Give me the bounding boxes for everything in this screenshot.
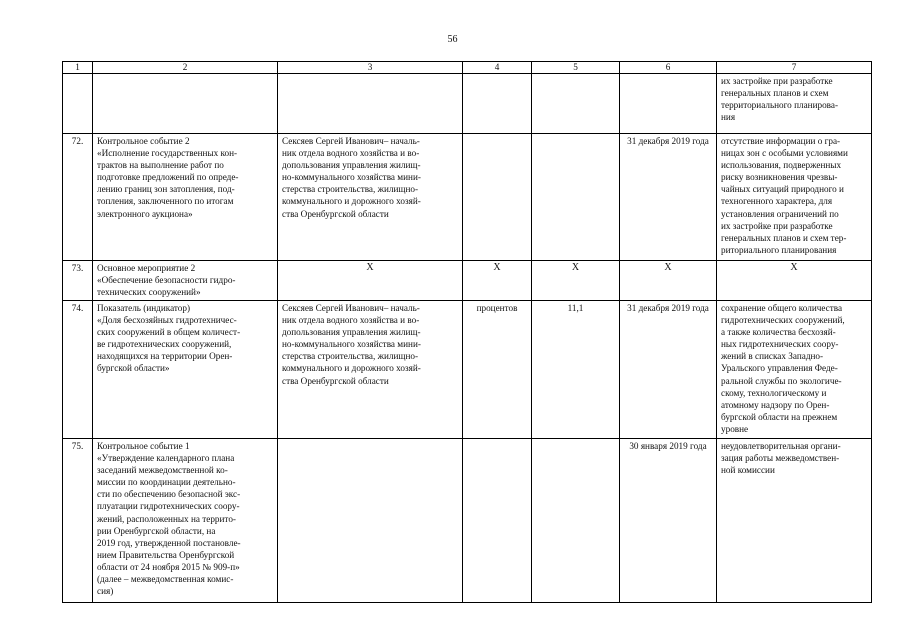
column-header: 1 [63, 62, 93, 74]
unit-cell [463, 74, 532, 134]
column-header: 4 [463, 62, 532, 74]
value-cell [532, 439, 620, 603]
result-cell: неудовлетворительная органи- зация работы межведомствен- ной комиссии [717, 439, 872, 603]
document-table [62, 61, 872, 603]
unit-cell [463, 134, 532, 261]
row-number: 74. [63, 301, 93, 439]
event-name: Контрольное событие 1 «Утверждение календарного плана заседаний межведомственной ко- миссии по координации деятельно- сти по обеспечению безопасной экс- плуатации гидротехнических соору- жений, расположенных на террито- рии Оренбургской области, на 2019 год, утвержденной постановле- нием Правительства Оренбургской области от 24 ноября 2015 № 909-п» (далее – межведомственная комис- сия) [93, 439, 278, 603]
result-cell: сохранение общего количества гидротехнических сооружений, а также количества бесхозяй- ных гидротехнических соору- жений в списках Западно- Уральского управления Феде- ральной службы по экологиче- скому, технологическому и атомному надзору по Орен- бургской области на прежнем уровне [717, 301, 872, 439]
unit-cell [463, 439, 532, 603]
indicator-name: Показатель (индикатор) «Доля бесхозяйных гидротехничес- ских сооружений в общем количест- ве гидротехнических сооружений, находящихся на территории Орен- бургской области» [93, 301, 278, 439]
row-number [63, 74, 93, 134]
table-row [63, 74, 872, 134]
x-mark: X [463, 261, 532, 301]
column-header: 2 [93, 62, 278, 74]
table-row [63, 301, 872, 439]
value-cell [532, 134, 620, 261]
value-cell [532, 74, 620, 134]
event-name [93, 74, 278, 134]
responsible-person [278, 74, 463, 134]
deadline-cell: 31 декабря 2019 года [620, 301, 717, 439]
row-number: 73. [63, 261, 93, 301]
deadline-cell [620, 74, 717, 134]
table-header-row [63, 62, 872, 74]
table-row [63, 134, 872, 261]
column-header: 3 [278, 62, 463, 74]
page-number: 56 [447, 34, 458, 45]
value-cell: 11,1 [532, 301, 620, 439]
x-mark: X [717, 261, 872, 301]
deadline-cell: 30 января 2019 года [620, 439, 717, 603]
column-header: 5 [532, 62, 620, 74]
responsible-person: Сексяев Сергей Иванович– началь- ник отдела водного хозяйства и во- допользования управления жилищ- но-коммунального хозяйства мини- стерства строительства, жилищно- коммунального и дорожного хозяй- ства Оренбургской области [278, 134, 463, 261]
event-name: Основное мероприятие 2 «Обеспечение безопасности гидро- технических сооружений» [93, 261, 278, 301]
x-mark: X [620, 261, 717, 301]
event-name: Контрольное событие 2 «Исполнение государственных кон- трактов на выполнение работ по подготовке предложений по опреде- лению границ зон затопления, под- топления, заключенного по итогам электронного аукциона» [93, 134, 278, 261]
x-mark: X [278, 261, 463, 301]
row-number: 72. [63, 134, 93, 261]
responsible-person [278, 439, 463, 603]
result-cell: отсутствие информации о гра- ницах зон с особыми условиями использования, подверженных риску возникновения чрезвы- чайных ситуаций природного и техногенного характера, для установления ограничений по их застройке при разработке генеральных планов и схем тер- риториального планирования [717, 134, 872, 261]
result-cell: их застройке при разработке генеральных планов и схем территориального планирова- ния [717, 74, 872, 134]
column-header: 7 [717, 62, 872, 74]
column-header: 6 [620, 62, 717, 74]
row-number: 75. [63, 439, 93, 603]
unit-cell: процентов [463, 301, 532, 439]
deadline-cell: 31 декабря 2019 года [620, 134, 717, 261]
responsible-person: Сексяев Сергей Иванович– началь- ник отдела водного хозяйства и во- допользования управления жилищ- но-коммунального хозяйства мини- стерства строительства, жилищно- коммунального и дорожного хозяй- ства Оренбургской области [278, 301, 463, 439]
table-row [63, 439, 872, 603]
table-row [63, 261, 872, 301]
x-mark: X [532, 261, 620, 301]
